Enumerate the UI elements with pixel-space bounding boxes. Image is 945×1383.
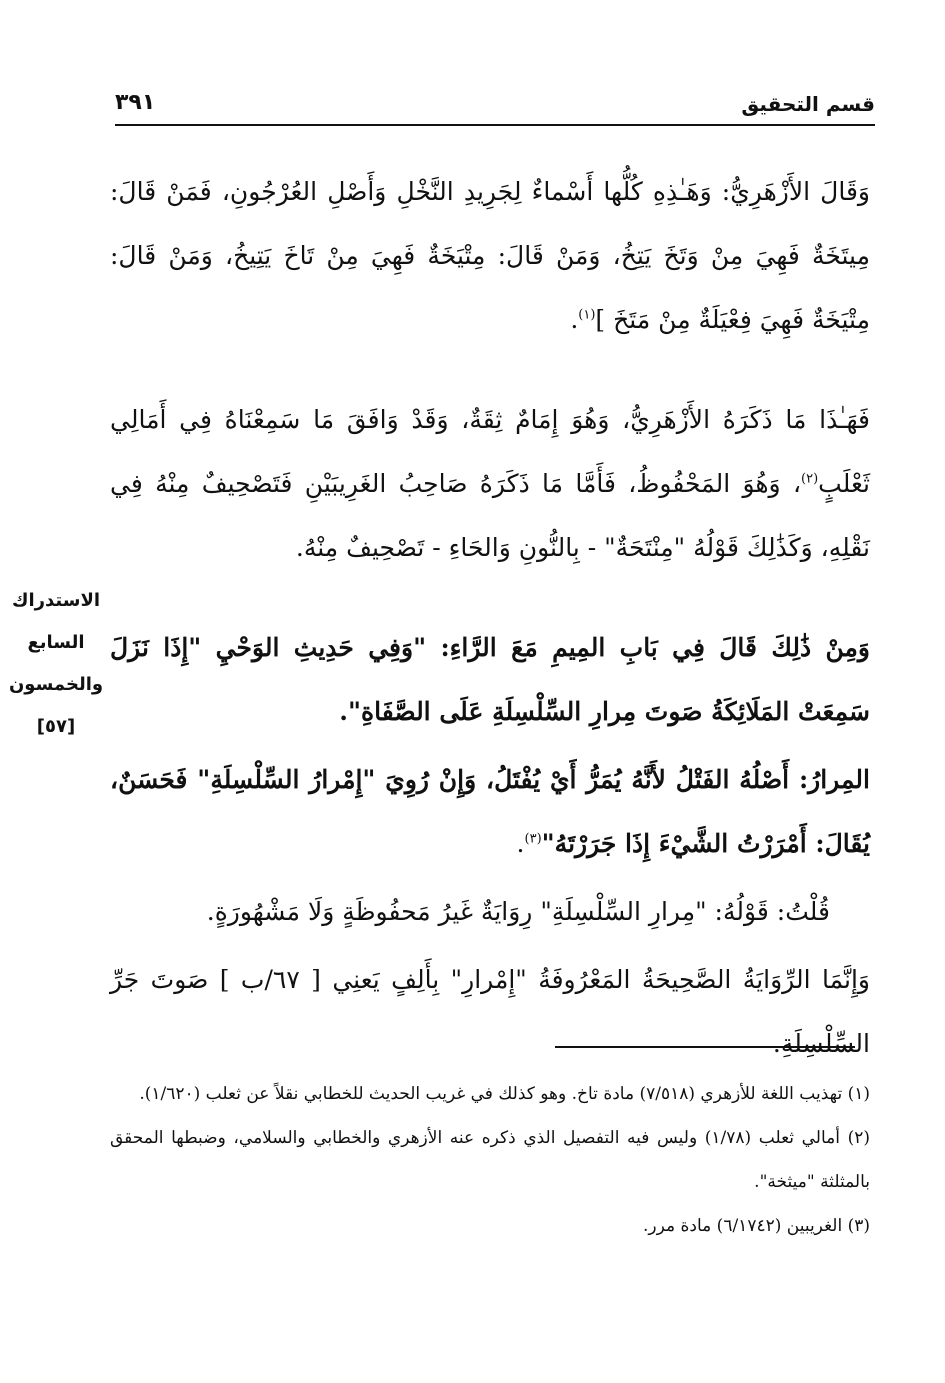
- page-header: [115, 88, 875, 126]
- paragraph-text: قُلْتُ: قَوْلُهُ: "مِرارِ السِّلْسِلَةِ" رِوَايَةٌ غَيرُ مَحفُوظَةٍ وَلَا مَشْهُورَةٍ.: [206, 897, 830, 926]
- footnote-2: (٢) أمالي ثعلب (١/٧٨) وليس فيه التفصيل الذي ذكره عنه الأزهري والخطابي والسلامي، وضبطها المحقق بالمثلثة "ميثخة".: [110, 1128, 870, 1192]
- margin-note-line: والخمسون: [8, 674, 104, 695]
- paragraph-text: وَمِنْ ذَٰلِكَ قَالَ فِي بَابِ المِيمِ مَعَ الرَّاءِ: "وَفِي حَدِيثِ الوَحْيِ "إِذَا نَزَلَ سَمِعَتْ المَلَائِكَةُ صَوتَ مِرارِ السِّلْسِلَةِ عَلَى الصَّفَاةِ".: [110, 633, 870, 726]
- paragraph-5: [110, 880, 870, 944]
- margin-note-line: الاستدراك: [11, 590, 101, 611]
- bracket: ]: [595, 305, 606, 334]
- footnote-ref-1[interactable]: (١): [578, 307, 596, 323]
- running-title: قسم التحقيق: [741, 92, 875, 116]
- paragraph-text: المِرارُ: أَصْلُهُ الفَتْلُ لأَنَّهُ يُمَرُّ أَيْ يُفْتَلُ، وَإِنْ رُوِيَ "إِمْرارُ السِّلْسِلَةِ" فَحَسَنٌ، يُقَالَ: أَمْرَرْتُ الشَّيْءَ إِذَا جَرَرْتَهُ": [110, 765, 870, 858]
- paragraph-text: ، وَهُوَ المَحْفُوظُ، فَأَمَّا مَا ذَكَرَهُ صَاحِبُ الغَرِيبَيْنِ فَتَصْحِيفٌ مِنْهُ فِي نَقْلِهِ، وَكَذَٰلِكَ قَوْلُهُ "مِنْتَحَةٌ" - بِالنُّونِ وَالحَاءِ - تَصْحِيفٌ مِنْهُ.: [110, 469, 870, 562]
- paragraph-6: [110, 948, 870, 1076]
- footnote-separator: [555, 1046, 855, 1048]
- footnote-ref-3[interactable]: (٣): [524, 831, 542, 847]
- paragraph-4: [110, 748, 870, 876]
- paragraph-2: [110, 388, 870, 580]
- paragraph-1: [110, 160, 870, 352]
- footnote-1: (١) تهذيب اللغة للأزهري (٧/٥١٨) مادة تاخ. وهو كذلك في غريب الحديث للخطابي نقلاً عن ثعلب (١/٦٢٠).: [139, 1084, 870, 1104]
- margin-note: [8, 580, 104, 748]
- margin-note-number: [٥٧]: [36, 716, 76, 737]
- footnote-ref-2[interactable]: (٢): [801, 471, 819, 487]
- footnotes: [110, 1072, 870, 1248]
- main-text: [110, 160, 870, 1076]
- period: .: [570, 305, 579, 334]
- footnote-3: (٣) الغريبين (٦/١٧٤٢) مادة مرر.: [643, 1216, 870, 1236]
- period: .: [516, 829, 525, 858]
- paragraph-text: وَإِنَّمَا الرِّوَايَةُ الصَّحِيحَةُ المَعْرُوفَةُ "إِمْرارِ" بِأَلِفٍ يَعنِي [ ٦٧/ب ] صَوتَ جَرِّ السِّلْسِلَةِ.: [110, 965, 870, 1058]
- page-number: ٣٩١: [115, 90, 156, 115]
- paragraph-text: فَهَـٰذَا مَا ذَكَرَهُ الأَزْهَرِيُّ، وَهُوَ إِمَامٌ ثِقَةٌ، وَقَدْ وَافَقَ مَا سَمِعْنَاهُ فِي أَمَالِي ثَعْلَبٍ: [110, 405, 870, 498]
- paragraph-text: وَقَالَ الأَزْهَرِيُّ: وَهَـٰذِهِ كُلُّها أَسْماءٌ لِجَرِيدِ النَّخْلِ وَأَصْلِ العُرْجُونِ، فَمَنْ قَالَ: مِيتَخَةٌ فَهِيَ مِنْ وَتَخَ يَتِخُ، وَمَنْ قَالَ: مِتْيَخَةٌ فَهِيَ مِنْ تَاخَ يَتِيخُ، وَمَنْ قَالَ: مِتْيَخَةٌ فَهِيَ فِعْيَلَةٌ مِنْ مَتَخَ: [110, 177, 870, 334]
- margin-note-line: السابع: [27, 632, 85, 653]
- paragraph-3: [110, 616, 870, 744]
